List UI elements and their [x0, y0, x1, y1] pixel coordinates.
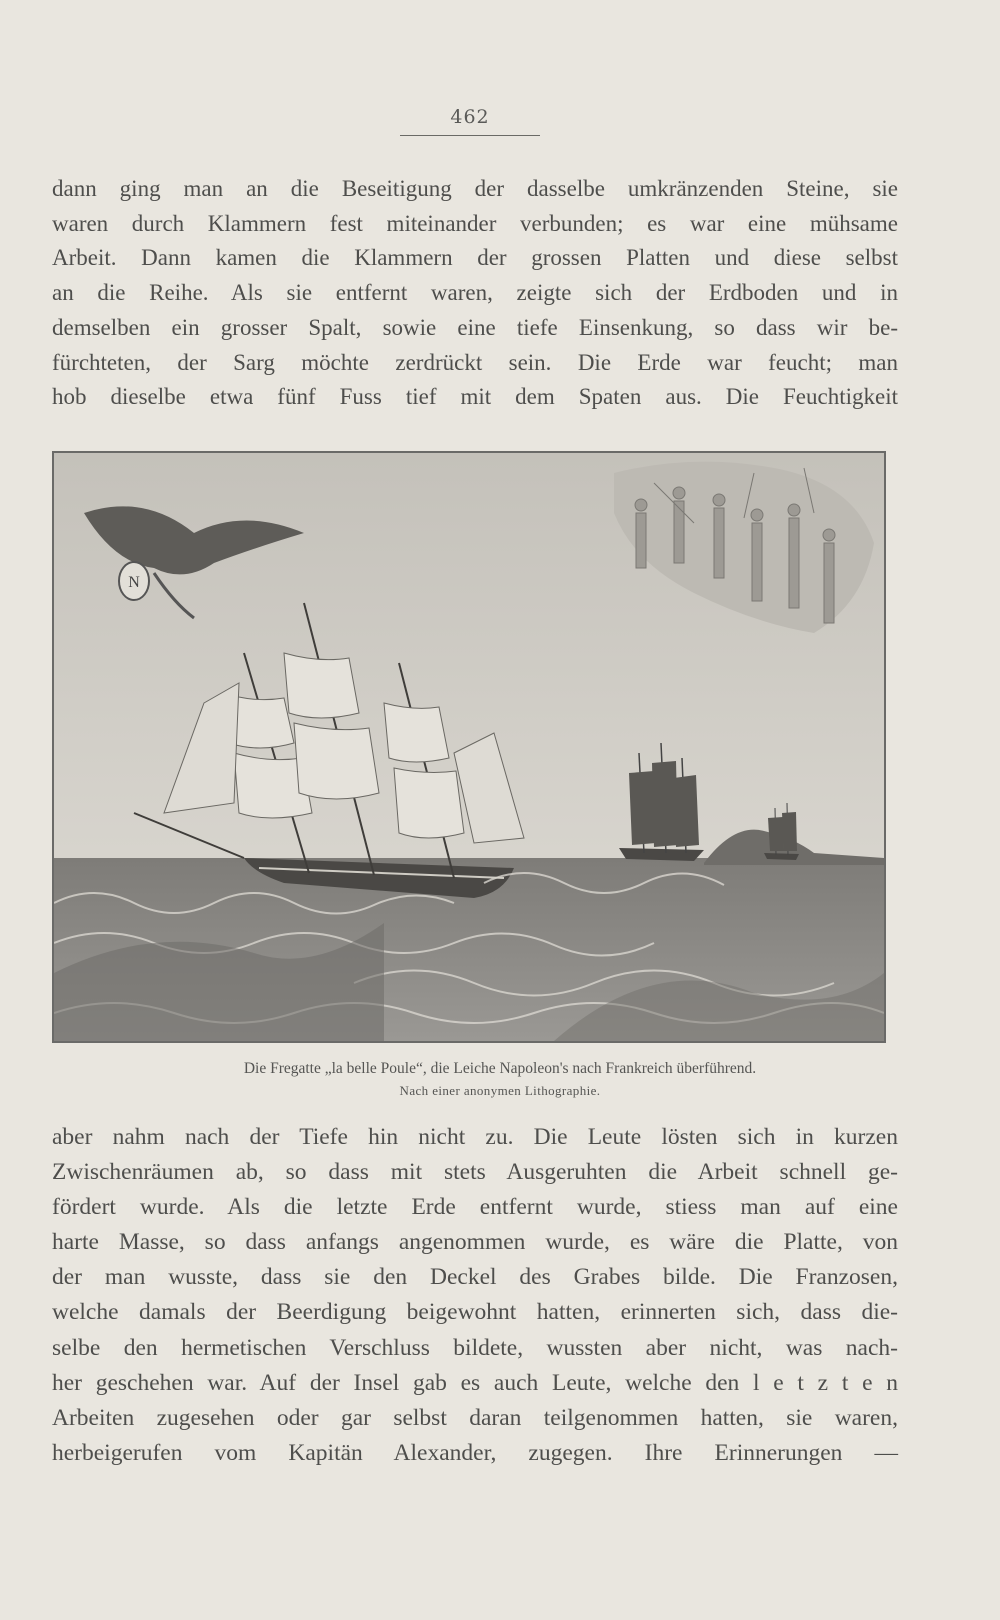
text-line: demselben ein grosser Spalt, sowie eine tiefe Einsenkung, so dass wir be- [52, 314, 898, 340]
frigate-scene [54, 453, 884, 1041]
text-line: Arbeit. Dann kamen die Klammern der grossen Platten und diese selbst [52, 245, 898, 271]
text-line: aber nahm nach der Tiefe hin nicht zu. Die Leute lösten sich in kurzen [52, 1124, 898, 1150]
text-line: der man wusste, dass sie den Deckel des Grabes bilde. Die Franzosen, [52, 1264, 898, 1291]
text-line: an die Reihe. Als sie entfernt waren, zeigte sich der Erdboden und in [52, 280, 898, 306]
page-number-rule [400, 135, 540, 136]
text-line: dann ging man an die Beseitigung der dasselbe umkränzenden Steine, sie [52, 176, 898, 201]
figure-caption: Die Fregatte „la belle Poule“, die Leiche Napoleon's nach Frankreich überführend. [243, 1060, 757, 1077]
lithograph-illustration [52, 451, 886, 1043]
bottom-paragraph [52, 1120, 898, 1471]
text-line: herbeigerufen vom Kapitän Alexander, zugegen. Ihre Erinnerungen — [52, 1439, 898, 1466]
text-line: fürchteten, der Sarg möchte zerdrückt sein. Die Erde war feucht; man [52, 349, 898, 375]
text-line: fördert wurde. Als die letzte Erde entfernt wurde, stiess man auf eine [52, 1194, 898, 1221]
text-line: Zwischenräumen ab, so dass mit stets Ausgeruhten die Arbeit schnell ge- [52, 1159, 898, 1186]
text-line: welche damals der Beerdigung beigewohnt hatten, erinnerten sich, dass die- [52, 1299, 898, 1326]
page-number: 462 [450, 106, 490, 128]
text-line: her geschehen war. Auf der Insel gab es auch Leute, welche den l e t z t e n [52, 1369, 898, 1396]
text-line: hob dieselbe etwa fünf Fuss tief mit dem Spaten aus. Die Feuchtigkeit [52, 384, 898, 410]
text-line: waren durch Klammern fest miteinander verbunden; es war eine mühsame [52, 210, 898, 236]
top-paragraph [52, 172, 898, 415]
text-line: selbe den hermetischen Verschluss bildete, wussten aber nicht, was nach- [52, 1334, 898, 1361]
emblem-letter: N [128, 574, 140, 591]
figure-credit: Nach einer anonymen Lithographie. [399, 1083, 601, 1098]
text-line: Arbeiten zugesehen oder gar selbst daran teilgenommen hatten, sie waren, [52, 1404, 898, 1431]
text-line: harte Masse, so dass anfangs angenommen wurde, es wäre die Platte, von [52, 1229, 898, 1256]
